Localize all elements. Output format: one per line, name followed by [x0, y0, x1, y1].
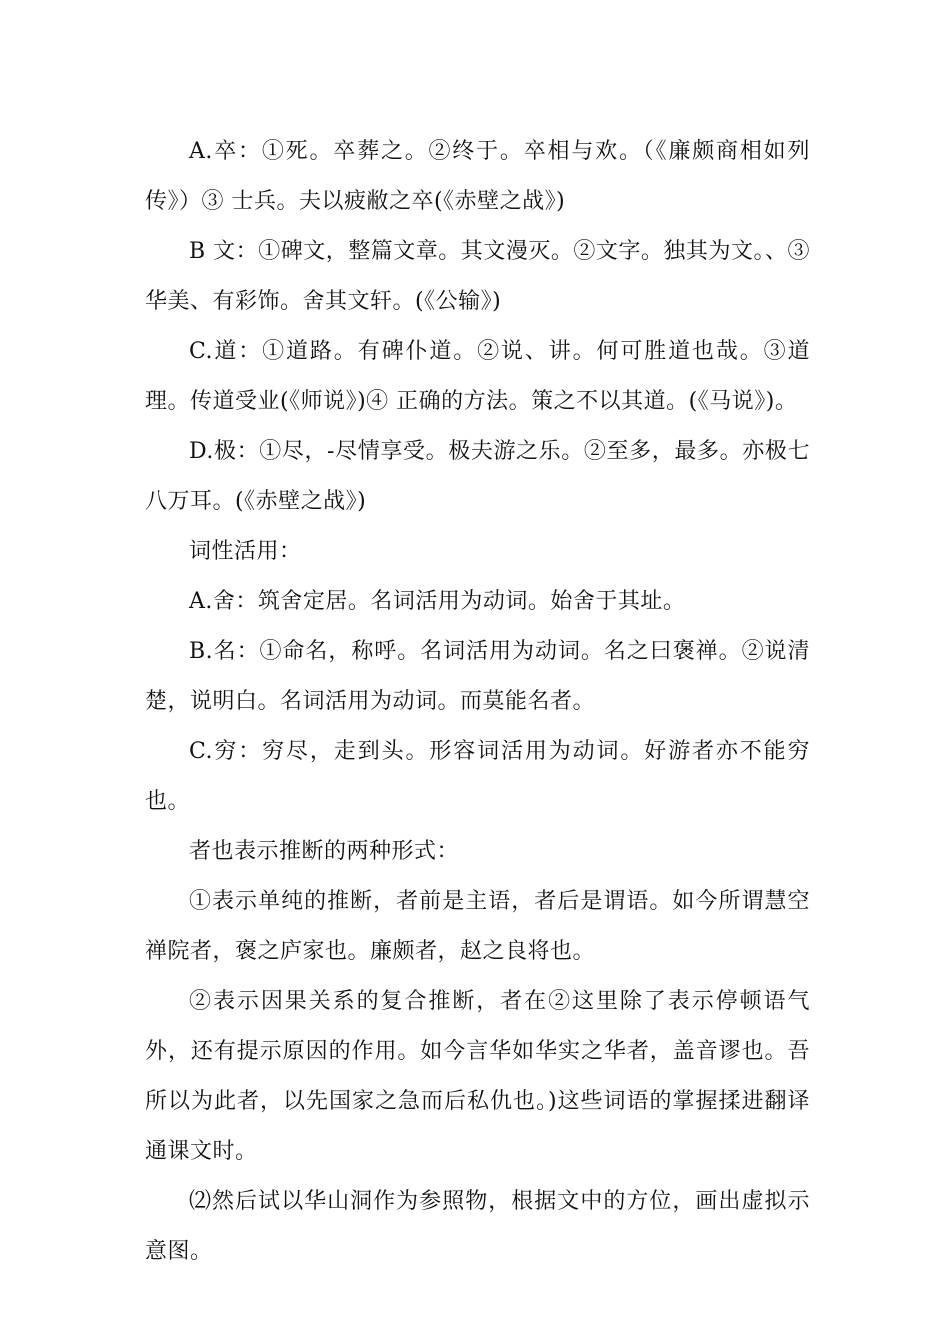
section-heading-word-class: 词性活用： [189, 539, 302, 564]
paragraph-compound-inference: ②表示因果关系的复合推断，者在②这里除了表示停顿语气外，还有提示原因的作用。如今言华如华实之华者，盖音谬也。吾所以为此者，以先国家之急而后私仇也。)这些词语的掌握揉进翻译通课文时。 [145, 989, 810, 1164]
paragraph-zu: A.卒：①死。卒葬之。②终于。卒相与欢。（《廉颇商相如列传》）③ 士兵。夫以疲敝之卒(《赤壁之战》) [145, 139, 810, 214]
paragraph-ji: D.极：①尽，-尽情享受。极夫游之乐。②至多，最多。亦极七八万耳。(《赤壁之战》) [145, 439, 810, 514]
paragraph-task-2: ⑵然后试以华山洞作为参照物，根据文中的方位，画出虚拟示意图。 [145, 1189, 810, 1264]
section-heading-inference: 者也表示推断的两种形式： [189, 839, 460, 864]
paragraph-wen: B 文：①碑文，整篇文章。其文漫灭。②文字。独其为文。、③华美、有彩饰。舍其文轩。(《公输》) [145, 239, 810, 314]
paragraph-dao: C.道：①道路。有碑仆道。②说、讲。何可胜道也哉。③道理。传道受业(《师说》)④ 正确的方法。策之不以其道。(《马说》)。 [145, 339, 810, 414]
paragraph-ming: B.名：①命名，称呼。名词活用为动词。名之曰褒禅。②说清楚，说明白。名词活用为动词。而莫能名者。 [145, 639, 810, 714]
paragraph-she: A.舍：筑舍定居。名词活用为动词。始舍于其址。 [189, 589, 686, 614]
paragraph-simple-inference: ①表示单纯的推断，者前是主语，者后是谓语。如今所谓慧空禅院者，褒之庐家也。廉颇者，赵之良将也。 [145, 889, 810, 964]
paragraph-qiong: C.穷：穷尽，走到头。形容词活用为动词。好游者亦不能穷也。 [145, 739, 810, 814]
document-body [145, 127, 810, 1277]
